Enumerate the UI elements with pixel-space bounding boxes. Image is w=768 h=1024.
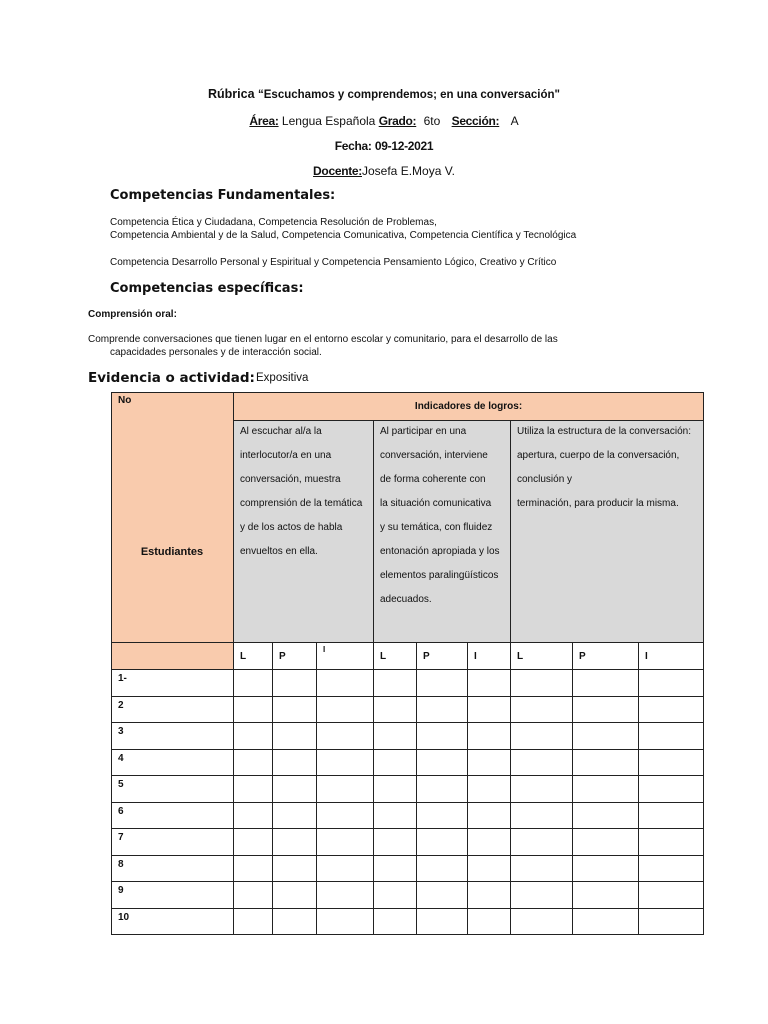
score-cell[interactable]: [468, 855, 511, 882]
score-cell[interactable]: [417, 908, 468, 935]
students-label: Estudiantes: [140, 546, 204, 558]
score-cell[interactable]: [374, 829, 417, 856]
score-cell[interactable]: [639, 723, 704, 750]
score-cell[interactable]: [317, 749, 374, 776]
score-cell[interactable]: [639, 670, 704, 697]
student-number: 3: [112, 723, 234, 750]
score-cell[interactable]: [639, 749, 704, 776]
seccion-label: Sección:: [451, 114, 500, 128]
rubric-table: [111, 392, 704, 935]
score-cell[interactable]: [511, 749, 573, 776]
table-row: [112, 776, 704, 803]
fecha-value: 09-12-2021: [374, 139, 434, 153]
score-cell[interactable]: [417, 882, 468, 909]
score-cell[interactable]: [639, 882, 704, 909]
score-cell[interactable]: [317, 855, 374, 882]
indicators-title: Indicadores de logros:: [234, 393, 704, 421]
score-cell[interactable]: [273, 723, 317, 750]
score-cell[interactable]: [417, 776, 468, 803]
score-cell[interactable]: [317, 802, 374, 829]
indicator-1-line: y de los actos de habla: [240, 522, 343, 533]
competencias-fundamentales-line2: Competencia Ambiental y de la Salud, Competencia Comunicativa, Competencia Científica y Tecnológica: [110, 230, 577, 241]
competencias-fundamentales-heading: Competencias Fundamentales:: [110, 188, 336, 203]
score-cell[interactable]: [273, 802, 317, 829]
indicator-2-line: la situación comunicativa: [380, 498, 492, 509]
docente-label: Docente:: [313, 164, 362, 178]
score-cell[interactable]: [374, 855, 417, 882]
evidencia-label: Evidencia o actividad:: [88, 370, 255, 386]
docente-line: [0, 164, 768, 178]
score-cell[interactable]: [417, 855, 468, 882]
score-cell[interactable]: [374, 696, 417, 723]
scale-label: I: [468, 643, 511, 670]
score-cell[interactable]: [511, 882, 573, 909]
score-cell[interactable]: [234, 855, 273, 882]
students-header-cell: [112, 393, 234, 643]
score-cell[interactable]: [273, 908, 317, 935]
score-cell[interactable]: [573, 882, 639, 909]
indicator-1-line: envueltos en ella.: [240, 546, 318, 557]
table-row: [112, 829, 704, 856]
score-cell[interactable]: [511, 696, 573, 723]
score-cell[interactable]: [374, 882, 417, 909]
score-cell[interactable]: [468, 829, 511, 856]
score-cell[interactable]: [234, 882, 273, 909]
score-cell[interactable]: [234, 802, 273, 829]
indicator-2-line: Al participar en una: [380, 426, 467, 437]
indicator-3-line: apertura, cuerpo de la conversación,: [517, 450, 680, 461]
competencia-especifica-line1: Comprende conversaciones que tienen lugar en el entorno escolar y comunitario, para el desarrollo de las: [88, 334, 558, 345]
title-quote: “Escuchamos y comprendemos; en una conversación": [258, 89, 561, 101]
table-row: [112, 855, 704, 882]
score-cell[interactable]: [573, 670, 639, 697]
score-cell[interactable]: [468, 908, 511, 935]
score-cell[interactable]: [273, 855, 317, 882]
indicator-1-line: Al escuchar al/a la: [240, 426, 322, 437]
score-cell[interactable]: [468, 696, 511, 723]
score-cell[interactable]: [317, 723, 374, 750]
score-cell[interactable]: [374, 776, 417, 803]
score-cell[interactable]: [573, 696, 639, 723]
indicator-2-line: y su temática, con fluidez: [380, 522, 493, 533]
scale-label: L: [234, 643, 273, 670]
scale-label: P: [273, 643, 317, 670]
score-cell[interactable]: [417, 749, 468, 776]
indicator-1-line: comprensión de la temática: [240, 498, 363, 509]
table-row: [112, 749, 704, 776]
score-cell[interactable]: [511, 723, 573, 750]
scale-label: I: [639, 643, 704, 670]
score-cell[interactable]: [417, 670, 468, 697]
table-row: [112, 670, 704, 697]
indicator-2-line: entonación apropiada y los: [380, 546, 500, 557]
student-number: 8: [112, 855, 234, 882]
score-cell[interactable]: [639, 829, 704, 856]
score-cell[interactable]: [273, 829, 317, 856]
indicator-2-line: elementos paralingüísticos: [380, 570, 499, 581]
score-cell[interactable]: [639, 776, 704, 803]
score-cell[interactable]: [234, 670, 273, 697]
indicator-3-line: conclusión y: [517, 474, 573, 485]
rubric-title: [0, 87, 768, 101]
indicator-2: [374, 421, 511, 643]
score-cell[interactable]: [234, 829, 273, 856]
table-row: [112, 882, 704, 909]
score-cell[interactable]: [639, 855, 704, 882]
competencias-especificas-heading: Competencias específicas:: [110, 281, 304, 296]
indicator-3-line: Utiliza la estructura de la conversación:: [517, 426, 691, 437]
score-cell[interactable]: [573, 855, 639, 882]
score-cell[interactable]: [317, 776, 374, 803]
score-cell[interactable]: [573, 908, 639, 935]
indicator-2-line: adecuados.: [380, 594, 432, 605]
fecha-line: [0, 139, 768, 153]
score-cell[interactable]: [573, 723, 639, 750]
score-cell[interactable]: [639, 802, 704, 829]
indicator-1-line: conversación, muestra: [240, 474, 341, 485]
indicator-3-line: terminación, para producir la misma.: [517, 498, 679, 509]
score-cell[interactable]: [374, 670, 417, 697]
table-row: [112, 908, 704, 935]
score-cell[interactable]: [374, 908, 417, 935]
score-cell[interactable]: [273, 670, 317, 697]
indicator-3: [511, 421, 704, 643]
indicator-2-line: conversación, interviene: [380, 450, 488, 461]
score-cell[interactable]: [374, 749, 417, 776]
score-cell[interactable]: [573, 776, 639, 803]
scale-row: [112, 643, 704, 670]
score-cell[interactable]: [234, 749, 273, 776]
score-cell[interactable]: [374, 723, 417, 750]
score-cell[interactable]: [468, 802, 511, 829]
no-label: No: [118, 395, 132, 406]
grado-label: Grado:: [378, 114, 417, 128]
score-cell[interactable]: [573, 829, 639, 856]
score-cell[interactable]: [317, 882, 374, 909]
indicator-2-line: de forma coherente con: [380, 474, 486, 485]
student-number: 4: [112, 749, 234, 776]
scale-label: P: [417, 643, 468, 670]
score-cell[interactable]: [317, 670, 374, 697]
score-cell[interactable]: [511, 829, 573, 856]
score-cell[interactable]: [468, 776, 511, 803]
score-cell[interactable]: [511, 908, 573, 935]
evidencia-value: Expositiva: [256, 372, 309, 384]
student-number: 10: [112, 908, 234, 935]
score-cell[interactable]: [511, 802, 573, 829]
competencias-fundamentales-line1: Competencia Ética y Ciudadana, Competencia Resolución de Problemas,: [110, 217, 437, 228]
area-label: Área:: [249, 114, 279, 128]
student-number: 7: [112, 829, 234, 856]
student-rows: [112, 670, 704, 935]
competencia-especifica-line2: capacidades personales y de interacción social.: [110, 347, 322, 358]
score-cell[interactable]: [639, 696, 704, 723]
scale-label: P: [573, 643, 639, 670]
scale-row-spacer: [112, 643, 234, 670]
score-cell[interactable]: [234, 776, 273, 803]
score-cell[interactable]: [417, 723, 468, 750]
title-prefix: Rúbrica: [207, 87, 255, 101]
score-cell[interactable]: [273, 696, 317, 723]
score-cell[interactable]: [317, 696, 374, 723]
student-number: 1-: [112, 670, 234, 697]
score-cell[interactable]: [273, 776, 317, 803]
indicator-1-line: interlocutor/a en una: [240, 450, 332, 461]
table-row: [112, 723, 704, 750]
area-line: [0, 114, 768, 128]
score-cell[interactable]: [374, 802, 417, 829]
score-cell[interactable]: [317, 829, 374, 856]
score-cell[interactable]: [234, 908, 273, 935]
score-cell[interactable]: [511, 776, 573, 803]
score-cell[interactable]: [417, 696, 468, 723]
score-cell[interactable]: [468, 723, 511, 750]
comprension-oral-label: Comprensión oral:: [88, 309, 177, 320]
score-cell[interactable]: [468, 882, 511, 909]
score-cell[interactable]: [273, 749, 317, 776]
score-cell[interactable]: [573, 749, 639, 776]
score-cell[interactable]: [468, 670, 511, 697]
score-cell[interactable]: [417, 802, 468, 829]
docente-value: Josefa E.Moya V.: [362, 164, 455, 178]
seccion-value: A: [510, 114, 519, 128]
score-cell[interactable]: [468, 749, 511, 776]
score-cell[interactable]: [234, 696, 273, 723]
score-cell[interactable]: [273, 882, 317, 909]
scale-label: L: [511, 643, 573, 670]
table-row: [112, 802, 704, 829]
score-cell[interactable]: [639, 908, 704, 935]
score-cell[interactable]: [511, 670, 573, 697]
student-number: 6: [112, 802, 234, 829]
score-cell[interactable]: [573, 802, 639, 829]
fecha-label: Fecha:: [334, 139, 372, 153]
student-number: 2: [112, 696, 234, 723]
table-row: [112, 696, 704, 723]
score-cell[interactable]: [317, 908, 374, 935]
area-value: Lengua Española: [281, 114, 376, 128]
competencias-fundamentales-line3: Competencia Desarrollo Personal y Espiritual y Competencia Pensamiento Lógico, Creativo y Crítico: [110, 257, 557, 268]
indicator-1: [234, 421, 374, 643]
grado-value: 6to: [423, 114, 441, 128]
score-cell[interactable]: [234, 723, 273, 750]
scale-label: L: [374, 643, 417, 670]
student-number: 9: [112, 882, 234, 909]
student-number: 5: [112, 776, 234, 803]
score-cell[interactable]: [511, 855, 573, 882]
scale-label: I: [317, 643, 374, 670]
score-cell[interactable]: [417, 829, 468, 856]
